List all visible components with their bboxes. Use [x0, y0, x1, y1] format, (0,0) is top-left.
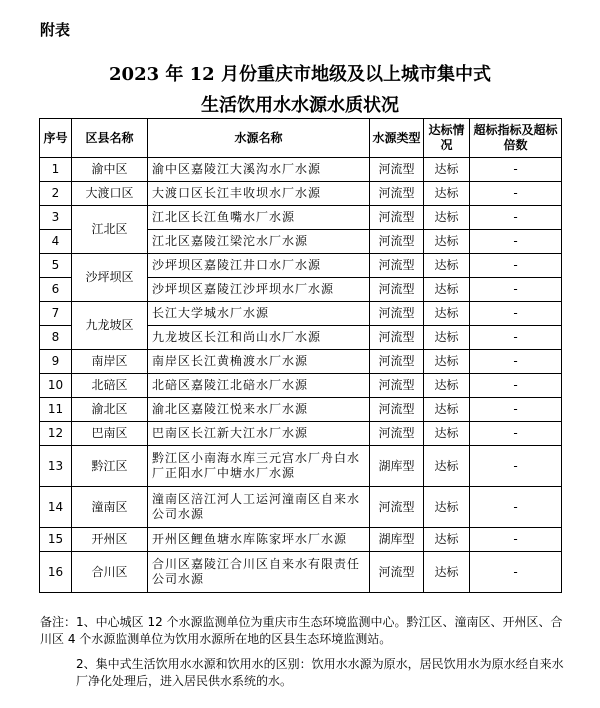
cell-exceed: - — [470, 374, 562, 398]
footnote-1: 备注：1、中心城区 12 个水源监测单位为重庆市生态环境监测中心。黔江区、潼南区、开州区、合川区 4 个水源监测单位为饮用水源所在地的区县生态环境监测站。 — [40, 615, 563, 646]
cell-seq: 7 — [40, 302, 72, 326]
cell-type: 河流型 — [370, 158, 424, 182]
cell-district: 大渡口区 — [72, 182, 148, 206]
cell-status: 达标 — [424, 302, 470, 326]
cell-status: 达标 — [424, 230, 470, 254]
cell-source: 潼南区涪江河人工运河潼南区自来水公司水源 — [148, 487, 370, 528]
cell-exceed: - — [470, 487, 562, 528]
cell-district: 渝北区 — [72, 398, 148, 422]
cell-district: 九龙坡区 — [72, 302, 148, 350]
cell-source: 长江大学城水厂水源 — [148, 302, 370, 326]
cell-seq: 14 — [40, 487, 72, 528]
cell-source: 渝北区嘉陵江悦来水厂水源 — [148, 398, 370, 422]
cell-seq: 9 — [40, 350, 72, 374]
cell-status: 达标 — [424, 158, 470, 182]
cell-district: 南岸区 — [72, 350, 148, 374]
cell-seq: 3 — [40, 206, 72, 230]
cell-exceed: - — [470, 350, 562, 374]
cell-exceed: - — [470, 182, 562, 206]
table-row — [40, 182, 562, 206]
table-row — [40, 422, 562, 446]
cell-status: 达标 — [424, 326, 470, 350]
cell-seq: 15 — [40, 528, 72, 552]
cell-seq: 2 — [40, 182, 72, 206]
cell-status: 达标 — [424, 422, 470, 446]
table-row — [40, 254, 562, 278]
table-header-row — [40, 119, 562, 158]
cell-exceed: - — [470, 230, 562, 254]
cell-seq: 13 — [40, 446, 72, 487]
table-row — [40, 350, 562, 374]
cell-exceed: - — [470, 302, 562, 326]
cell-source: 江北区嘉陵江梁沱水厂水源 — [148, 230, 370, 254]
header-source: 水源名称 — [148, 119, 370, 158]
cell-status: 达标 — [424, 254, 470, 278]
cell-exceed: - — [470, 278, 562, 302]
cell-source: 开州区鲤鱼塘水库陈家坪水厂水源 — [148, 528, 370, 552]
cell-source: 大渡口区长江丰收坝水厂水源 — [148, 182, 370, 206]
header-seq: 序号 — [40, 119, 72, 158]
cell-status: 达标 — [424, 528, 470, 552]
document-title-line-1: 2023 年 12 月份重庆市地级及以上城市集中式 — [109, 64, 491, 85]
cell-district: 巴南区 — [72, 422, 148, 446]
document-title-line-2: 生活饮用水水源水质状况 — [201, 95, 399, 116]
header-exceed: 超标指标及超标倍数 — [470, 119, 562, 158]
cell-district: 渝中区 — [72, 158, 148, 182]
cell-source: 沙坪坝区嘉陵江井口水厂水源 — [148, 254, 370, 278]
cell-type: 湖库型 — [370, 528, 424, 552]
table-row — [40, 487, 562, 528]
cell-seq: 6 — [40, 278, 72, 302]
header-district: 区县名称 — [72, 119, 148, 158]
cell-district: 开州区 — [72, 528, 148, 552]
table-row — [40, 158, 562, 182]
cell-seq: 4 — [40, 230, 72, 254]
cell-district: 北碚区 — [72, 374, 148, 398]
cell-source: 南岸区长江黄桷渡水厂水源 — [148, 350, 370, 374]
cell-source: 北碚区嘉陵江北碚水厂水源 — [148, 374, 370, 398]
cell-district: 黔江区 — [72, 446, 148, 487]
cell-exceed: - — [470, 158, 562, 182]
cell-type: 河流型 — [370, 278, 424, 302]
header-type: 水源类型 — [370, 119, 424, 158]
cell-type: 河流型 — [370, 552, 424, 593]
cell-type: 河流型 — [370, 374, 424, 398]
cell-exceed: - — [470, 446, 562, 487]
cell-source: 合川区嘉陵江合川区自来水有限责任公司水源 — [148, 552, 370, 593]
cell-exceed: - — [470, 254, 562, 278]
cell-status: 达标 — [424, 446, 470, 487]
cell-district: 江北区 — [72, 206, 148, 254]
cell-type: 河流型 — [370, 206, 424, 230]
cell-district: 合川区 — [72, 552, 148, 593]
header-status: 达标情况 — [424, 119, 470, 158]
cell-type: 河流型 — [370, 422, 424, 446]
cell-status: 达标 — [424, 350, 470, 374]
table-row — [40, 398, 562, 422]
cell-source: 沙坪坝区嘉陵江沙坪坝水厂水源 — [148, 278, 370, 302]
cell-status: 达标 — [424, 487, 470, 528]
cell-source: 黔江区小南海水库三元宫水厂舟白水厂正阳水厂中塘水厂水源 — [148, 446, 370, 487]
cell-type: 湖库型 — [370, 446, 424, 487]
cell-district: 沙坪坝区 — [72, 254, 148, 302]
cell-status: 达标 — [424, 552, 470, 593]
cell-seq: 5 — [40, 254, 72, 278]
appendix-label: 附表 — [40, 21, 71, 39]
cell-source: 江北区长江鱼嘴水厂水源 — [148, 206, 370, 230]
cell-status: 达标 — [424, 398, 470, 422]
table-row — [40, 374, 562, 398]
cell-seq: 1 — [40, 158, 72, 182]
cell-exceed: - — [470, 326, 562, 350]
table-row — [40, 446, 562, 487]
cell-status: 达标 — [424, 182, 470, 206]
cell-type: 河流型 — [370, 350, 424, 374]
table-row — [40, 206, 562, 230]
cell-exceed: - — [470, 398, 562, 422]
cell-seq: 12 — [40, 422, 72, 446]
cell-type: 河流型 — [370, 302, 424, 326]
cell-status: 达标 — [424, 278, 470, 302]
cell-seq: 10 — [40, 374, 72, 398]
cell-type: 河流型 — [370, 487, 424, 528]
cell-seq: 8 — [40, 326, 72, 350]
table-row — [40, 302, 562, 326]
cell-exceed: - — [470, 552, 562, 593]
table-row — [40, 552, 562, 593]
cell-status: 达标 — [424, 374, 470, 398]
cell-exceed: - — [470, 422, 562, 446]
cell-seq: 16 — [40, 552, 72, 593]
cell-type: 河流型 — [370, 326, 424, 350]
cell-type: 河流型 — [370, 182, 424, 206]
cell-exceed: - — [470, 206, 562, 230]
cell-type: 河流型 — [370, 398, 424, 422]
cell-type: 河流型 — [370, 254, 424, 278]
cell-exceed: - — [470, 528, 562, 552]
cell-type: 河流型 — [370, 230, 424, 254]
cell-source: 渝中区嘉陵江大溪沟水厂水源 — [148, 158, 370, 182]
footnote-2: 2、集中式生活饮用水水源和饮用水的区别：饮用水水源为原水，居民饮用水为原水经自来水厂净化处理后，进入居民供水系统的水。 — [76, 657, 564, 688]
table-row — [40, 528, 562, 552]
cell-status: 达标 — [424, 206, 470, 230]
water-quality-table — [39, 118, 562, 593]
cell-source: 巴南区长江新大江水厂水源 — [148, 422, 370, 446]
cell-seq: 11 — [40, 398, 72, 422]
cell-source: 九龙坡区长江和尚山水厂水源 — [148, 326, 370, 350]
cell-district: 潼南区 — [72, 487, 148, 528]
